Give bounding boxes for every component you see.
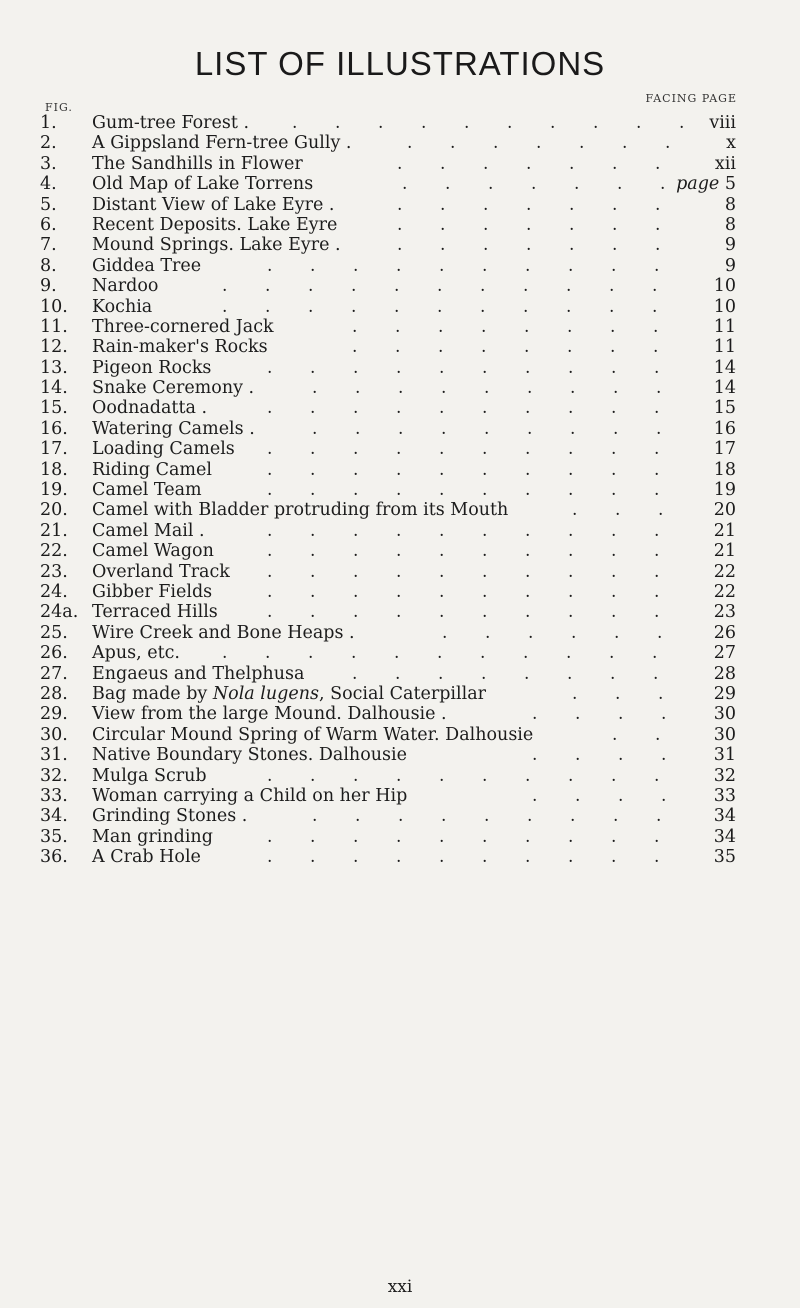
figure-caption xyxy=(92,337,268,357)
figure-number: 20. xyxy=(40,500,68,521)
caption-text: Oodnadatta . xyxy=(92,398,208,419)
list-item: 1. Gum-tree Forest . . . . . . . . . . . viii xyxy=(40,113,736,133)
list-item: 11. Three-cornered Jack . . . . . . . . 11 xyxy=(40,316,736,337)
list-item: 22. Camel Wagon . . . . . . . . . . 21 xyxy=(40,541,736,562)
list-item: 31. Native Boundary Stones. Dalhousie . . . . 31 xyxy=(40,745,736,766)
page-value: 23 xyxy=(713,602,736,623)
figure-caption xyxy=(92,113,249,133)
figure-number: 35. xyxy=(40,826,68,847)
caption-text: Distant View of Lake Eyre . xyxy=(92,194,335,215)
list-item: 14. Snake Ceremony . . . . . . . . . . 14 xyxy=(40,378,736,399)
list-item: 36. A Crab Hole . . . . . . . . . . 35 xyxy=(40,847,736,868)
list-item: 19. Camel Team . . . . . . . . . . 19 xyxy=(40,480,736,501)
page-number xyxy=(714,500,736,520)
page-value: 30 xyxy=(713,704,736,725)
figure-number: 8. xyxy=(40,255,57,276)
figure-caption xyxy=(92,174,313,194)
list-item: 3. The Sandhills in Flower . . . . . . . xii xyxy=(40,153,736,174)
page-number xyxy=(726,133,736,153)
figure-number: 7. xyxy=(40,235,57,256)
list-item: 12. Rain-maker's Rocks . . . . . . . . 11 xyxy=(40,337,736,358)
page-number xyxy=(714,521,736,541)
caption-text: Camel with Bladder protruding from its Mouth xyxy=(92,500,509,521)
caption-text: Riding Camel xyxy=(92,459,212,480)
figure-caption xyxy=(92,154,303,174)
figure-caption xyxy=(92,684,486,704)
figure-caption xyxy=(92,215,337,235)
caption-text: Recent Deposits. Lake Eyre xyxy=(92,214,338,235)
list-item: 24a. Terraced Hills . . . . . . . . . . 23 xyxy=(40,602,736,623)
figure-number: 33. xyxy=(40,785,68,806)
figure-number: 18. xyxy=(40,459,68,480)
figure-number: 21. xyxy=(40,520,68,541)
caption-text: Snake Ceremony . xyxy=(92,378,255,399)
page-number xyxy=(714,827,736,847)
figure-caption xyxy=(92,664,304,684)
list-item: 26. Apus, etc. . . . . . . . . . . . 27 xyxy=(40,643,736,664)
list-item: 21. Camel Mail . . . . . . . . . . . 21 xyxy=(40,520,736,541)
figure-caption xyxy=(92,847,201,867)
caption-text: Native Boundary Stones. Dalhousie xyxy=(92,745,407,766)
list-item: 4. Old Map of Lake Torrens . . . . . . . page 5 xyxy=(40,174,736,195)
figure-caption xyxy=(92,602,218,622)
caption-text: Nardoo xyxy=(92,276,159,297)
page-number xyxy=(714,766,736,786)
caption-text: Woman carrying a Child on her Hip xyxy=(92,785,408,806)
page-value: 9 xyxy=(724,255,736,276)
caption-text: Engaeus and Thelphusa xyxy=(92,663,305,684)
figure-caption xyxy=(92,460,212,480)
list-item: 6. Recent Deposits. Lake Eyre . . . . . . . 8 xyxy=(40,214,736,235)
figure-number: 9. xyxy=(40,276,57,297)
page-value: 31 xyxy=(713,745,736,766)
page-number xyxy=(714,582,736,602)
fig-column-label: FIG. xyxy=(45,101,73,114)
figure-number: 36. xyxy=(40,847,68,868)
figure-caption xyxy=(92,317,274,337)
caption-text: Gum-tree Forest . xyxy=(92,113,250,133)
page-value: 20 xyxy=(713,500,736,521)
page-value: 22 xyxy=(713,581,736,602)
page-number xyxy=(714,419,736,439)
list-item: 13. Pigeon Rocks . . . . . . . . . . 14 xyxy=(40,357,736,378)
page-value: 17 xyxy=(713,439,736,460)
list-item: 35. Man grinding . . . . . . . . . . 34 xyxy=(40,826,736,847)
figure-caption xyxy=(92,276,158,296)
figure-number: 34. xyxy=(40,806,68,827)
list-item: 20. Camel with Bladder protruding from its Mouth . . . 20 xyxy=(40,500,736,521)
page-value: 21 xyxy=(713,541,736,562)
figure-number: 31. xyxy=(40,745,68,766)
page-value: 14 xyxy=(713,357,736,378)
list-item: 5. Distant View of Lake Eyre . . . . . . . . 8 xyxy=(40,194,736,215)
figure-caption xyxy=(92,500,508,520)
figure-number: 3. xyxy=(40,153,57,174)
page-number xyxy=(714,480,736,500)
list-item: 23. Overland Track . . . . . . . . . . 22 xyxy=(40,561,736,582)
figure-number: 10. xyxy=(40,296,68,317)
list-item: 8. Giddea Tree . . . . . . . . . . 9 xyxy=(40,255,736,276)
list-item: 28. Bag made by Nola lugens, Social Caterpillar . . . 29 xyxy=(40,683,736,704)
figure-caption xyxy=(92,378,254,398)
caption-text: Apus, etc. xyxy=(92,643,180,664)
figure-number: 22. xyxy=(40,541,68,562)
page-value: 15 xyxy=(713,398,736,419)
caption-text: Camel Mail . xyxy=(92,520,205,541)
page-number xyxy=(714,664,736,684)
caption-text: Three-cornered Jack xyxy=(92,316,274,337)
page-value: 8 xyxy=(724,194,736,215)
figure-caption xyxy=(92,786,407,806)
page-number xyxy=(714,623,736,643)
page-value: 22 xyxy=(713,561,736,582)
page-value: 21 xyxy=(713,520,736,541)
page-number xyxy=(709,113,736,133)
figure-caption xyxy=(92,297,152,317)
page-value: 10 xyxy=(713,276,736,297)
figure-caption xyxy=(92,766,207,786)
facing-page-column-label: FACING PAGE xyxy=(645,92,737,105)
page-number xyxy=(714,643,736,663)
figure-number: 23. xyxy=(40,561,68,582)
caption-text: Mound Springs. Lake Eyre . xyxy=(92,235,341,256)
list-item: 9. Nardoo . . . . . . . . . . . 10 xyxy=(40,276,736,297)
page-number xyxy=(714,725,736,745)
page-number xyxy=(714,806,736,826)
page-title: LIST OF ILLUSTRATIONS xyxy=(194,45,606,82)
caption-text: Bag made by xyxy=(92,683,213,704)
list-item: 33. Woman carrying a Child on her Hip . . . . 33 xyxy=(40,785,736,806)
list-item: 34. Grinding Stones . . . . . . . . . . 34 xyxy=(40,806,736,827)
list-item: 16. Watering Camels . . . . . . . . . . 16 xyxy=(40,418,736,439)
figure-number: 14. xyxy=(40,378,68,399)
caption-text: Gibber Fields xyxy=(92,581,213,602)
list-item: 18. Riding Camel . . . . . . . . . . 18 xyxy=(40,459,736,480)
figure-number: 16. xyxy=(40,418,68,439)
page-value: 18 xyxy=(713,459,736,480)
figure-caption xyxy=(92,704,447,724)
page-number xyxy=(714,786,736,806)
list-item: 32. Mulga Scrub . . . . . . . . . . 32 xyxy=(40,765,736,786)
page-number xyxy=(714,684,736,704)
figure-caption xyxy=(92,623,355,643)
page-value: 27 xyxy=(713,643,736,664)
list-item: 10. Kochia . . . . . . . . . . . 10 xyxy=(40,296,736,317)
figure-number: 24a. xyxy=(40,602,79,623)
list-item: 2. A Gippsland Fern-tree Gully . . . . . . . . x xyxy=(40,133,736,154)
figure-caption xyxy=(92,235,341,255)
caption-text: Terraced Hills xyxy=(92,602,218,623)
list-item: 27. Engaeus and Thelphusa . . . . . . . . 28 xyxy=(40,663,736,684)
caption-text: View from the large Mound. Dalhousie . xyxy=(92,704,447,725)
figure-number: 6. xyxy=(40,214,57,235)
figure-caption xyxy=(92,643,180,663)
figure-number: 29. xyxy=(40,704,68,725)
figure-caption xyxy=(92,133,351,153)
figure-caption xyxy=(92,562,230,582)
page-number xyxy=(715,154,736,174)
page-number xyxy=(725,195,736,215)
page-number xyxy=(714,562,736,582)
figure-number: 19. xyxy=(40,480,68,501)
page-number xyxy=(714,704,736,724)
caption-text: Pigeon Rocks xyxy=(92,357,212,378)
caption-text: Camel Wagon xyxy=(92,541,214,562)
caption-text: Giddea Tree xyxy=(92,255,202,276)
page-number xyxy=(714,337,736,357)
figure-caption xyxy=(92,195,334,215)
page-value: 19 xyxy=(713,480,736,501)
page-value: 11 xyxy=(713,316,736,337)
caption-italic-text: Nola lugens xyxy=(212,683,319,704)
figure-number: 12. xyxy=(40,337,68,358)
figure-number: 11. xyxy=(40,316,68,337)
list-item: 15. Oodnadatta . . . . . . . . . . . 15 xyxy=(40,398,736,419)
figure-caption xyxy=(92,439,235,459)
page-number xyxy=(714,317,736,337)
page-number xyxy=(676,174,736,194)
figure-caption xyxy=(92,827,213,847)
list-item: 24. Gibber Fields . . . . . . . . . . 22 xyxy=(40,581,736,602)
page-value: 30 xyxy=(713,724,736,745)
illustrations-list xyxy=(40,113,740,867)
figure-number: 13. xyxy=(40,357,68,378)
page-value: 16 xyxy=(713,418,736,439)
page-folio: xxi xyxy=(387,1277,413,1297)
figure-caption xyxy=(92,725,533,745)
page-value: 34 xyxy=(713,826,736,847)
caption-text: The Sandhills in Flower xyxy=(92,153,303,174)
figure-number: 24. xyxy=(40,581,68,602)
caption-text: Watering Camels . xyxy=(92,418,255,439)
page-value: 5 xyxy=(724,174,736,195)
figure-number: 4. xyxy=(40,174,57,195)
figure-caption xyxy=(92,806,247,826)
page-number xyxy=(714,378,736,398)
caption-text: A Crab Hole xyxy=(92,847,201,868)
list-item: 29. View from the large Mound. Dalhousie . . . . . 30 xyxy=(40,704,736,725)
list-item: 7. Mound Springs. Lake Eyre . . . . . . . . 9 xyxy=(40,235,736,256)
figure-caption xyxy=(92,256,201,276)
page-number xyxy=(725,215,736,235)
page-value: viii xyxy=(709,113,736,133)
caption-text: Grinding Stones . xyxy=(92,806,248,827)
page-number xyxy=(725,256,736,276)
page-number xyxy=(714,745,736,765)
caption-text: Kochia xyxy=(92,296,153,317)
figure-caption xyxy=(92,398,207,418)
page-value: 8 xyxy=(724,214,736,235)
page-value: 33 xyxy=(713,785,736,806)
caption-text: Rain-maker's Rocks xyxy=(92,337,268,358)
figure-caption xyxy=(92,745,407,765)
figure-number: 1. xyxy=(40,113,57,133)
figure-number: 25. xyxy=(40,622,68,643)
caption-text: A Gippsland Fern-tree Gully . xyxy=(92,133,352,154)
figure-number: 32. xyxy=(40,765,68,786)
page-number xyxy=(714,847,736,867)
page-value: 11 xyxy=(713,337,736,358)
figure-number: 17. xyxy=(40,439,68,460)
figure-number: 2. xyxy=(40,133,57,154)
figure-number: 5. xyxy=(40,194,57,215)
page-value: 32 xyxy=(713,765,736,786)
figure-caption xyxy=(92,358,211,378)
page-number xyxy=(714,439,736,459)
page-value: 28 xyxy=(713,663,736,684)
caption-text: Circular Mound Spring of Warm Water. Dalhousie xyxy=(92,724,534,745)
page-value: 34 xyxy=(713,806,736,827)
page-value: 26 xyxy=(713,622,736,643)
list-item: 17. Loading Camels . . . . . . . . . . 17 xyxy=(40,439,736,460)
figure-caption xyxy=(92,419,255,439)
page-value: 10 xyxy=(713,296,736,317)
caption-text: Camel Team xyxy=(92,480,202,501)
caption-text: Overland Track xyxy=(92,561,230,582)
page-value: 14 xyxy=(713,378,736,399)
page-value: xii xyxy=(714,153,736,174)
figure-caption xyxy=(92,480,202,500)
page-number xyxy=(714,602,736,622)
page-number xyxy=(714,460,736,480)
caption-text: Mulga Scrub xyxy=(92,765,207,786)
figure-number: 27. xyxy=(40,663,68,684)
page-value: 35 xyxy=(713,847,736,868)
page-number xyxy=(714,297,736,317)
caption-text: Man grinding xyxy=(92,826,213,847)
caption-text: Loading Camels xyxy=(92,439,235,460)
figure-number: 15. xyxy=(40,398,68,419)
caption-text: Old Map of Lake Torrens xyxy=(92,174,314,195)
list-item: 25. Wire Creek and Bone Heaps . . . . . . . 26 xyxy=(40,622,736,643)
caption-text-after: , Social Caterpillar xyxy=(318,683,486,704)
page-number xyxy=(714,541,736,561)
page-number xyxy=(725,235,736,255)
page-prefix: page xyxy=(676,174,720,195)
page-number xyxy=(714,276,736,296)
figure-number: 28. xyxy=(40,683,68,704)
page-value: 9 xyxy=(724,235,736,256)
figure-caption xyxy=(92,521,205,541)
figure-caption xyxy=(92,541,214,561)
list-item: 30. Circular Mound Spring of Warm Water. Dalhousie . . 30 xyxy=(40,724,736,745)
figure-number: 26. xyxy=(40,643,68,664)
caption-text: Wire Creek and Bone Heaps . xyxy=(92,622,355,643)
figure-number: 30. xyxy=(40,724,68,745)
page-value: x xyxy=(726,133,736,154)
page-number xyxy=(714,358,736,378)
page-value: 29 xyxy=(713,683,736,704)
page-number xyxy=(714,398,736,418)
figure-caption xyxy=(92,582,212,602)
